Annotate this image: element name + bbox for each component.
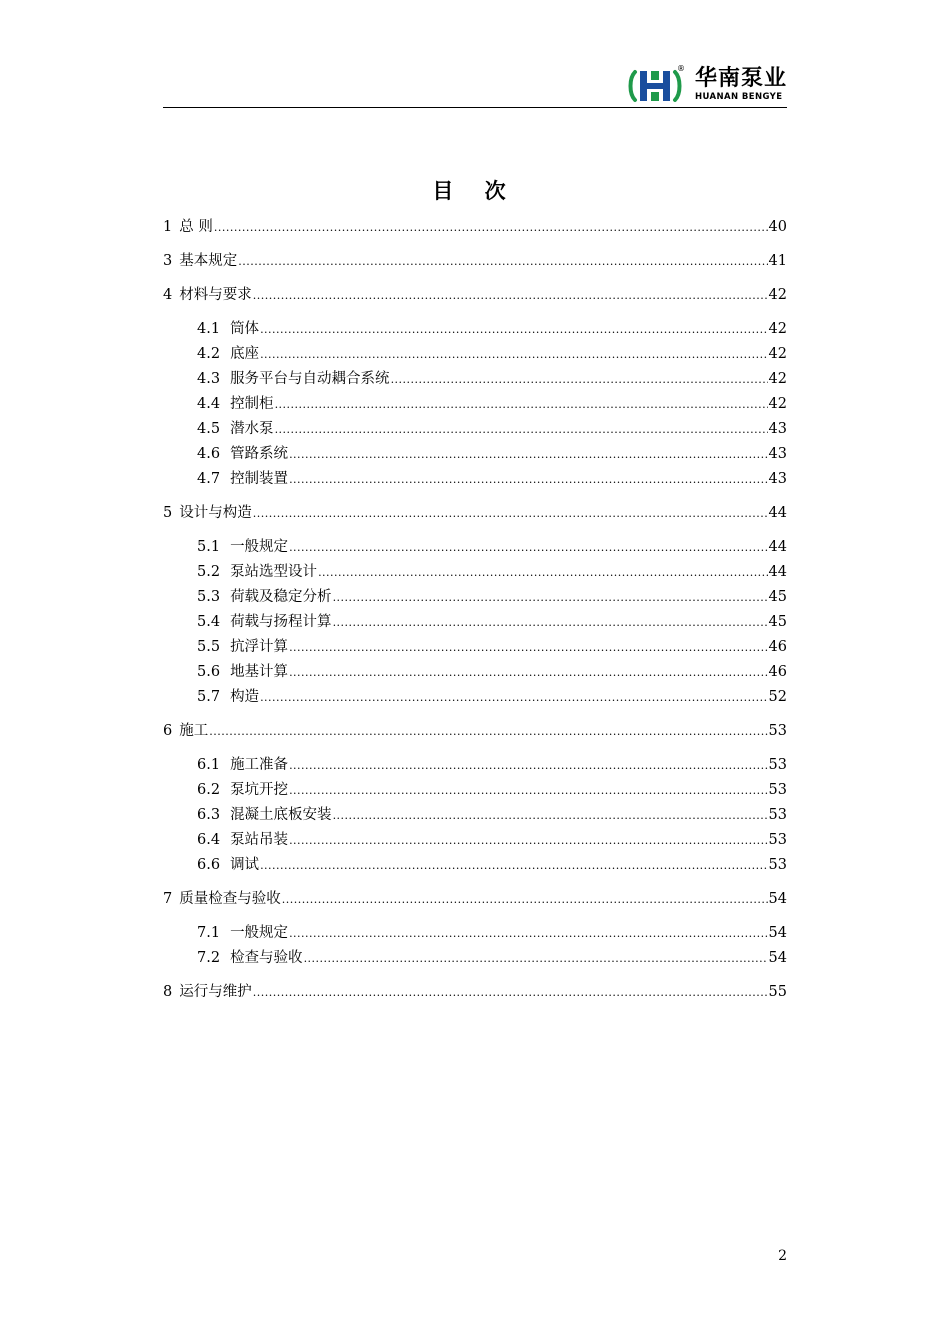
toc-entry-title: 设计与构造 [179,505,252,521]
toc-entry-number: 5.2 [197,564,221,580]
logo-right-arc [675,72,680,100]
toc-entry-page: 53 [768,832,787,848]
toc-section-entry[interactable] [163,367,787,392]
toc-section-entry[interactable] [163,778,787,803]
toc-dot-leader [289,778,767,803]
logo-h-bottom [651,92,659,101]
toc-entry-page: 43 [768,446,787,462]
toc-dot-leader [318,560,767,585]
toc-dot-leader [289,828,767,853]
toc-entry-title: 运行与维护 [179,984,252,1000]
toc-entry-title: 服务平台与自动耦合系统 [230,371,390,387]
toc-entry-title: 一般规定 [230,539,289,555]
toc-chapter-entry[interactable] [163,501,787,526]
toc-entry-page: 45 [768,614,787,630]
toc-chapter-entry[interactable] [163,980,787,1005]
toc-entry-number: 5.6 [197,664,221,680]
toc-section-entry[interactable] [163,392,787,417]
toc-entry-number: 5.3 [197,589,221,605]
toc-section-entry[interactable] [163,342,787,367]
toc-entry-number: 4.1 [197,321,221,337]
toc-entry-page: 46 [768,664,787,680]
toc-dot-leader [333,585,768,610]
toc-entry-number: 4.2 [197,346,221,362]
toc-entry-number: 6 [163,723,173,739]
toc-dot-leader [282,887,768,912]
logo-text [695,66,787,102]
toc-entry-title: 基本规定 [179,253,238,269]
toc-entry-page: 41 [768,253,787,269]
toc-entry-page: 42 [768,346,787,362]
logo-h-bar [640,83,670,89]
toc-section-entry[interactable] [163,610,787,635]
toc-entry-page: 54 [768,950,787,966]
toc-entry-page: 52 [768,689,787,705]
toc-dot-leader [391,367,768,392]
toc-section-entry[interactable] [163,417,787,442]
toc-entry-number: 1 [163,219,173,235]
logo-english-name: HUANAN BENGYE [694,92,783,102]
toc-dot-leader [275,417,768,442]
toc-entry-page: 53 [768,807,787,823]
toc-dot-leader [289,467,767,492]
toc-section-entry[interactable] [163,921,787,946]
toc-entry-title: 施工 [179,723,209,739]
toc-entry-title: 底座 [230,346,260,362]
toc-dot-leader [209,719,767,744]
toc-dot-leader [253,501,768,526]
toc-entry-title: 抗浮计算 [230,639,289,655]
toc-chapter-entry[interactable] [163,249,787,274]
toc-entry-page: 42 [768,396,787,412]
toc-entry-page: 53 [768,857,787,873]
toc-entry-title: 检查与验收 [230,950,303,966]
toc-entry-title: 荷载与扬程计算 [230,614,332,630]
toc-entry-page: 46 [768,639,787,655]
toc-entry-number: 8 [163,984,173,1000]
toc-entry-number: 4.3 [197,371,221,387]
toc-entry-title: 调试 [230,857,260,873]
toc-section-entry[interactable] [163,535,787,560]
header-rule [163,107,787,108]
toc-dot-leader [289,753,767,778]
toc-section-entry[interactable] [163,560,787,585]
toc-entry-number: 6.3 [197,807,221,823]
toc-title: 目 次 [432,178,518,203]
toc-entry-number: 7 [163,891,173,907]
logo-mark-icon [627,66,683,106]
registered-mark: ® [676,64,685,73]
toc-entry-title: 泵站选型设计 [230,564,318,580]
toc-dot-leader [304,946,768,971]
toc-section-entry[interactable] [163,853,787,878]
toc-entry-title: 潜水泵 [230,421,274,437]
toc-section-entry[interactable] [163,803,787,828]
toc-entry-number: 5.1 [197,539,221,555]
toc-dot-leader [289,921,767,946]
toc-entry-title: 总 则 [179,219,213,235]
logo-chinese-name: 华南泵业 [694,66,787,91]
toc-section-entry[interactable] [163,685,787,710]
toc-entry-number: 6.2 [197,782,221,798]
toc-entry-number: 4.7 [197,471,221,487]
toc-entry-title: 地基计算 [230,664,289,680]
toc-chapter-entry[interactable] [163,887,787,912]
toc-entry-page: 55 [768,984,787,1000]
toc-entry-title: 施工准备 [230,757,289,773]
toc-entry-number: 6.4 [197,832,221,848]
toc-entry-title: 管路系统 [230,446,289,462]
logo-h-icon [627,66,683,106]
toc-entry-page: 53 [768,782,787,798]
toc-entry-page: 42 [768,287,787,303]
toc-entry-number: 4.6 [197,446,221,462]
toc-dot-leader [275,392,768,417]
company-logo [627,66,787,106]
toc-entry-page: 53 [768,757,787,773]
toc-entry-number: 7.1 [197,925,221,941]
toc-entry-page: 44 [768,564,787,580]
toc-entry-page: 43 [768,471,787,487]
toc-entry-number: 6.6 [197,857,221,873]
toc-entry-number: 5.5 [197,639,221,655]
toc-section-entry[interactable] [163,467,787,492]
toc-dot-leader [260,317,767,342]
toc-entry-number: 7.2 [197,950,221,966]
toc-section-entry[interactable] [163,585,787,610]
logo-left-arc [630,72,635,100]
toc-dot-leader [260,685,767,710]
toc-entry-page: 40 [768,219,787,235]
toc-entry-page: 54 [768,891,787,907]
table-of-contents [163,215,787,1005]
toc-entry-title: 控制柜 [230,396,274,412]
toc-entry-title: 一般规定 [230,925,289,941]
toc-entry-page: 42 [768,321,787,337]
toc-dot-leader [260,342,767,367]
toc-entry-title: 控制装置 [230,471,289,487]
toc-entry-number: 5.7 [197,689,221,705]
toc-entry-number: 4 [163,287,173,303]
toc-dot-leader [289,442,767,467]
toc-dot-leader [333,610,768,635]
toc-entry-title: 构造 [230,689,260,705]
toc-dot-leader [260,853,767,878]
toc-section-entry[interactable] [163,442,787,467]
toc-chapter-entry[interactable] [163,215,787,240]
toc-dot-leader [253,980,768,1005]
toc-chapter-entry[interactable] [163,719,787,744]
toc-entry-page: 43 [768,421,787,437]
toc-entry-page: 44 [768,505,787,521]
toc-chapter-entry[interactable] [163,283,787,308]
toc-entry-number: 5.4 [197,614,221,630]
toc-dot-leader [214,215,768,240]
toc-entry-number: 4.4 [197,396,221,412]
toc-entry-title: 质量检查与验收 [179,891,281,907]
page-header [163,60,787,110]
toc-entry-number: 6.1 [197,757,221,773]
toc-entry-page: 42 [768,371,787,387]
toc-dot-leader [253,283,768,308]
toc-entry-page: 44 [768,539,787,555]
toc-entry-title: 混凝土底板安装 [230,807,332,823]
toc-entry-title: 材料与要求 [179,287,252,303]
toc-section-entry[interactable] [163,946,787,971]
toc-dot-leader [289,660,767,685]
toc-section-entry[interactable] [163,828,787,853]
toc-entry-page: 53 [768,723,787,739]
toc-entry-number: 3 [163,253,173,269]
toc-section-entry[interactable] [163,317,787,342]
toc-entry-page: 54 [768,925,787,941]
logo-h-top [651,71,659,80]
toc-section-entry[interactable] [163,753,787,778]
toc-entry-title: 荷载及稳定分析 [230,589,332,605]
toc-dot-leader [238,249,767,274]
toc-entry-number: 4.5 [197,421,221,437]
toc-section-entry[interactable] [163,660,787,685]
toc-entry-title: 泵站吊装 [230,832,289,848]
page-number: 2 [778,1248,787,1264]
toc-entry-title: 筒体 [230,321,260,337]
toc-entry-title: 泵坑开挖 [230,782,289,798]
toc-dot-leader [289,635,767,660]
toc-entry-page: 45 [768,589,787,605]
toc-dot-leader [333,803,768,828]
toc-section-entry[interactable] [163,635,787,660]
toc-entry-number: 5 [163,505,173,521]
toc-dot-leader [289,535,767,560]
